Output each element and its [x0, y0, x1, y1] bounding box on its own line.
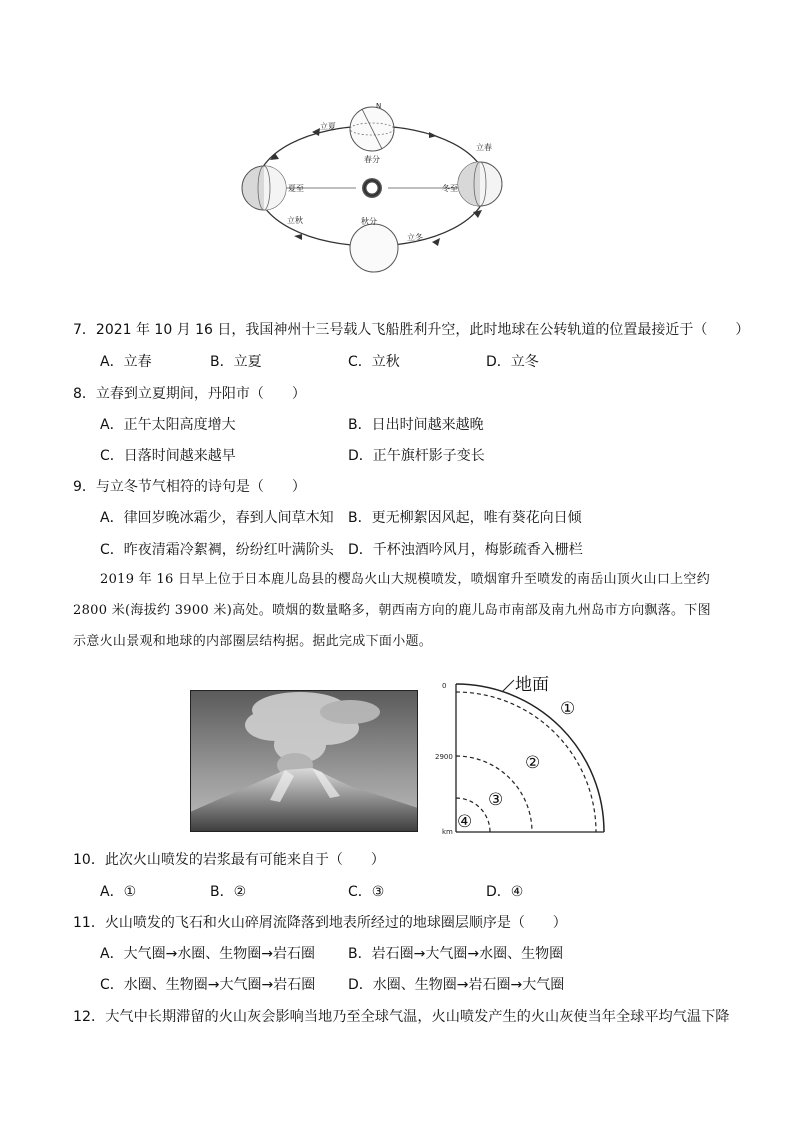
- q9-option-b[interactable]: B．更无柳絮因风起，唯有葵花向日倾: [348, 510, 582, 526]
- depth-2900: 2900: [435, 753, 453, 761]
- label-lidong: 立冬: [407, 233, 423, 242]
- earth-autumn-equinox: [350, 224, 398, 272]
- layer-1: ①: [560, 699, 576, 719]
- orbit-arrow: [294, 234, 302, 240]
- q11-option-a[interactable]: A．大气圈→水圈、生物圈→岩石圈: [100, 946, 316, 962]
- volcano-photo: [190, 690, 418, 832]
- question-8-stem: 8．立春到立夏期间，丹阳市（ ）: [73, 386, 306, 402]
- passage-line-2: 2800 米(海拔约 3900 米)高处。喷烟的数量略多，朝西南方向的鹿儿岛市南部及南九州岛市方向飘落。下图: [73, 603, 711, 618]
- label-chunfen: 春分: [364, 155, 380, 164]
- q9-option-d[interactable]: D．千杯浊酒吟风月，梅影疏香入栅栏: [348, 542, 583, 558]
- earth-summer-solstice: [242, 166, 286, 210]
- label-qiufen: 秋分: [361, 217, 377, 226]
- surface-label: 地面: [515, 675, 549, 695]
- passage-line-1: 2019 年 16 日早上位于日本鹿儿岛县的樱岛火山大规模喷发，喷烟窜升至喷发的南岳山顶火山口上空约: [100, 572, 711, 587]
- label-dongzhi: 冬至: [442, 184, 458, 193]
- q10-option-a[interactable]: A．①: [100, 884, 137, 900]
- q7-option-a[interactable]: A．立春: [100, 354, 152, 370]
- orbit-arrow: [432, 238, 440, 246]
- question-7-stem: 7．2021 年 10 月 16 日，我国神州十三号载人飞船胜利升空，此时地球在公转轨道的位置最接近于（ ）: [73, 322, 750, 338]
- q8-option-a[interactable]: A．正午太阳高度增大: [100, 417, 236, 433]
- q9-option-a[interactable]: A．律回岁晚冰霜少，春到人间草木知: [100, 510, 334, 526]
- q7-option-d[interactable]: D．立冬: [486, 354, 539, 370]
- earth-spring-equinox: [350, 107, 394, 151]
- passage-line-3: 示意火山景观和地球的内部圈层结构据。据此完成下面小题。: [73, 634, 433, 649]
- depth-unit: km: [442, 828, 453, 836]
- q11-option-c[interactable]: C．水圈、生物圈→大气圈→岩石圈: [100, 977, 316, 993]
- label-lichun: 立春: [476, 143, 492, 152]
- q7-option-c[interactable]: C．立秋: [348, 354, 400, 370]
- earth-interior-diagram: [430, 672, 620, 838]
- label-lixia: 立夏: [320, 122, 336, 131]
- layer-2: ②: [525, 753, 541, 773]
- depth-top: 0: [442, 682, 447, 690]
- q8-option-b[interactable]: B．日出时间越来越晚: [348, 417, 484, 433]
- q11-option-d[interactable]: D．水圈、生物圈→岩石圈→大气圈: [348, 977, 565, 993]
- label-liqiu: 立秋: [287, 216, 303, 225]
- q10-option-b[interactable]: B．②: [210, 884, 247, 900]
- q11-option-b[interactable]: B．岩石圈→大气圈→水圈、生物圈: [348, 946, 564, 962]
- label-north-pole: N: [376, 102, 382, 110]
- earth-winter-solstice: [458, 162, 502, 206]
- q7-option-b[interactable]: B．立夏: [210, 354, 262, 370]
- q8-option-c[interactable]: C．日落时间越来越早: [100, 448, 236, 464]
- question-9-stem: 9．与立冬节气相符的诗句是（ ）: [73, 479, 306, 495]
- layer-4: ④: [457, 812, 473, 832]
- layer-3: ③: [488, 790, 504, 810]
- earth-orbit-diagram: [232, 96, 512, 276]
- question-10-stem: 10．此次火山喷发的岩浆最有可能来自于（ ）: [73, 852, 385, 868]
- q10-option-c[interactable]: C．③: [348, 884, 385, 900]
- q10-option-d[interactable]: D．④: [486, 884, 524, 900]
- label-xiazhi: 夏至: [288, 184, 304, 193]
- question-12-stem: 12．大气中长期滞留的火山灰会影响当地乃至全球气温，火山喷发产生的火山灰使当年全球平均气温下降: [73, 1009, 730, 1025]
- orbit-arrow: [429, 132, 437, 138]
- question-11-stem: 11．火山喷发的飞石和火山碎屑流降落到地表所经过的地球圈层顺序是（ ）: [73, 915, 567, 931]
- q9-option-c[interactable]: C．昨夜清霜冷絮裯，纷纷红叶满阶头: [100, 542, 334, 558]
- q8-option-d[interactable]: D．正午旗杆影子变长: [348, 448, 485, 464]
